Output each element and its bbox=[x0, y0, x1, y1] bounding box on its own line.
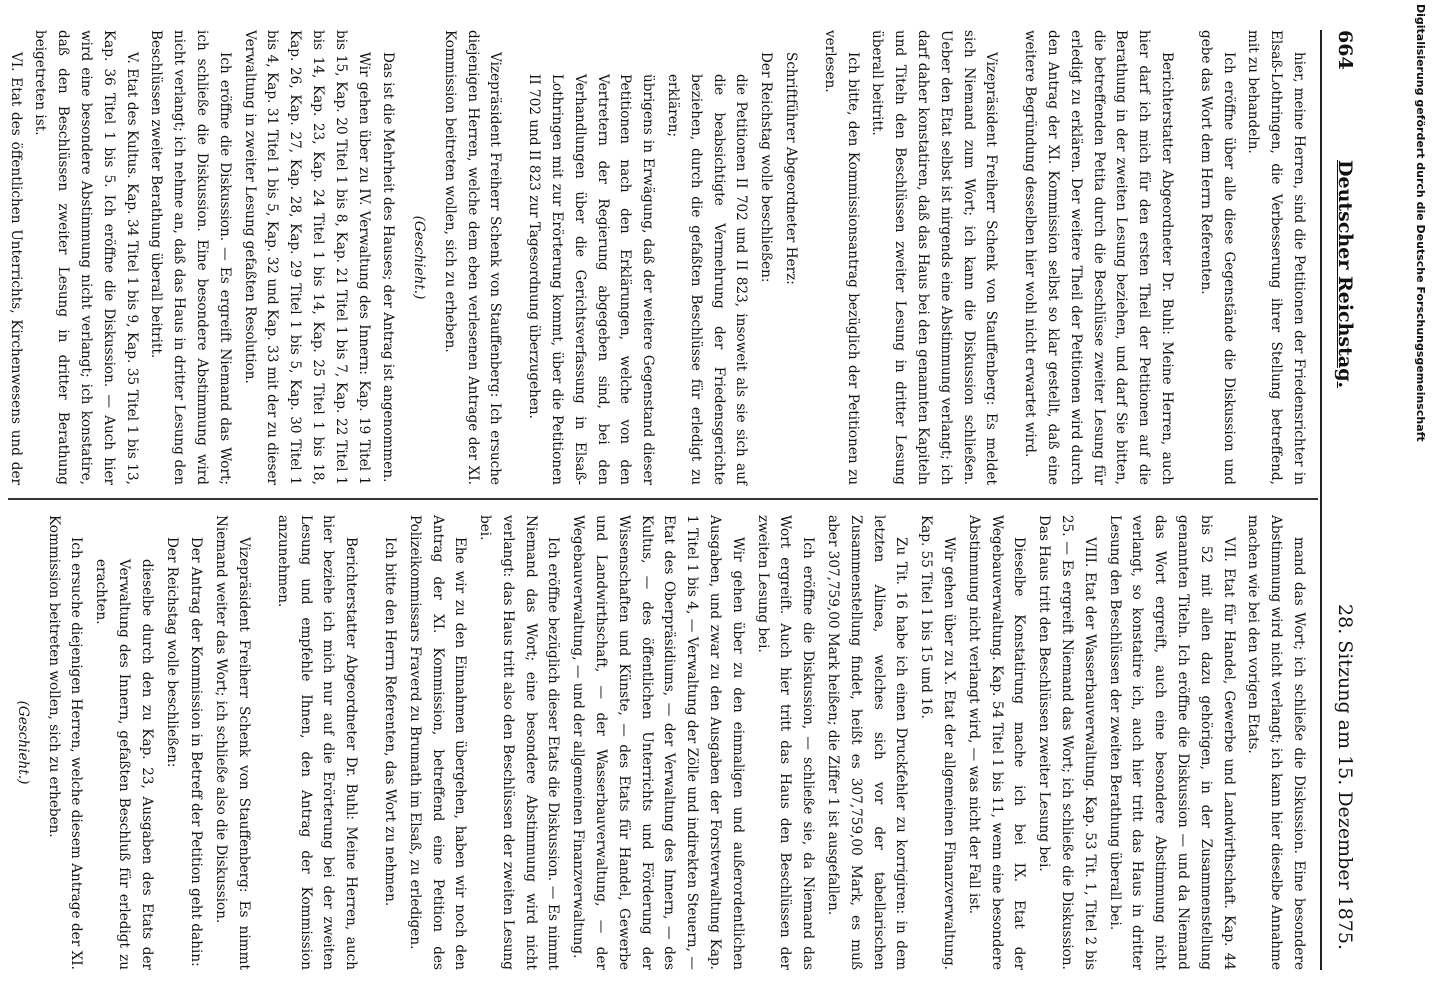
paragraph: Dieselbe Konstatirung mache ich bei IX. Etat der Wegebauverwaltung. Kap. 54 Titel 1 bis 11, wenn eine besondere Abstimmung nicht verlangt wird, — was nicht der Fall ist. bbox=[965, 515, 1028, 970]
session-date: 28. Sitzung am 15. Dezember 1875. bbox=[1334, 604, 1356, 950]
paragraph: Vizepräsident Freiherr Schenk von Stauffenberg: Es nimmt Niemand weiter das Wort; ich schließe also die Diskussion. bbox=[213, 515, 252, 970]
paragraph: übrigens in Erwägung, daß der weitere Gegenstand dieser Petitionen nach den Erklärungen, welche von den Vertretern der Regierung abgegeben sind, bei den Verhandlungen über die Gerichtsverfassung in Elsaß-Lothringen mit zur Erörterung kommt, über die Petitionen II 702 und II 823 zur Tagesordnung überzugehen. bbox=[526, 74, 657, 485]
paragraph bbox=[0, 515, 3, 970]
paragraph: V. Etat des Kultus. Kap. 34 Titel 1 bis 9, Kap. 35 Titel 1 bis 13, Kap. 36 Titel 1 bis 5. Ich eröffne die Diskussion. — Auch hier wird eine besondere Abstimmung nicht verlangt; ich konstatire, daß den Beschlüssen zweiter Lesung in dritter Berathung beigetreten ist. bbox=[32, 30, 140, 485]
paragraph: Das ist die Mehrheit des Hauses; der Antrag ist angenommen. bbox=[380, 52, 397, 483]
paragraph: Berichterstatter Abgeordneter Dr. Buhl: Meine Herren, auch hier beziehe ich mich nur auf die Erörterung bei der zweiten Lesung und empfehle Ihnen, den Antrag der Kommission anzunehmen. bbox=[274, 515, 360, 970]
paragraph: Ich ersuche diejenigen Herren, welche diesem Antrage der XI. Kommission beitreten wollen, sich zu erheben. bbox=[45, 515, 85, 970]
paragraph: Wir gehen über zu IV. Verwaltung des Innern: Kap. 19 Titel 1 bis 15, Kap. 20 Titel 1 bis 8, Kap. 21 Titel 1 bis 7, Kap. 22 Titel 1 bis 14, Kap. 23, Kap. 24 Titel 1 bis 14, Kap. 25 Titel 1 bis 18, Kap. 26, Kap. 27, Kap. 28, Kap. 29 Titel 1 bis 5, Kap. 30 Titel 1 bis 4, Kap. 31 Titel 1 bis 5, Kap. 32 und Kap. 33 mit der zu dieser Verwaltung in zweiter Lesung gefaßten Resolution. bbox=[241, 30, 372, 485]
paragraph: VI. Etat des öffentlichen Unterrichts, Kirchenwesens und der bbox=[7, 52, 24, 485]
paragraph: Ehe wir zu den Einnahmen übergehen, haben wir noch den Antrag der XI. Kommission, betreffend eine Petition des Polizeikommissars Fraverd zu Brumath im Elsaß, zu erledigen. bbox=[406, 515, 469, 970]
paragraph: Der Reichstag wolle beschließen: bbox=[758, 52, 775, 283]
column-divider bbox=[8, 498, 1318, 500]
header-rule bbox=[1320, 30, 1322, 970]
paragraph: VII. Etat für Handel, Gewerbe und Landwirthschaft. Kap. 44 bis 52 mit allen dazu gehörigen, in der Zusammenstellung genannten Titeln. Ich eröffne die Diskussion — und da Niemand das Wort ergreift, auch eine besondere Abstimmung nicht verlangt, so konstatire ich, auch hier tritt das Haus in dritter Lesung den Beschlüssen der zweiten Berathung überall bei. bbox=[1106, 515, 1237, 970]
paragraph: Berichterstatter Abgeordneter Dr. Buhl: Meine Herren, auch hier darf ich mich für den ersten Theil der Petitionen auf die Berathung in der zweiten Lesung beziehen, und darf Sie bitten, die betreffenden Petita durch die Beschlüsse zweiter Lesung für erledigt zu erklären. Der weitere Theil der Petitionen wird durch den Antrag der XI. Kommission selbst so klar gestellt, daß eine weitere Begründung desselben hier wohl nicht erwartet wird. bbox=[1022, 30, 1176, 485]
paragraph: Ich eröffne die Diskussion, — schließe sie, da Niemand das Wort ergreift. Auch hier tritt das Haus den Beschlüssen der zweiten Lesung bei. bbox=[754, 515, 817, 970]
paragraph: Wir gehen über zu X. Etat der allgemeinen Finanzverwaltung. Kap. 55 Titel 1 bis 15 und 16. bbox=[918, 515, 958, 970]
paragraph: Ich eröffne über alle diese Gegenstände die Diskussion und gebe das Wort dem Herrn Referenten. bbox=[1197, 30, 1237, 485]
paragraph: Zu Tit. 16 habe ich einen Druckfehler zu korrigiren: in dem letzten Alinea, welches sich vor der tabellarischen Zusammenstellung findet, heißt es 307,759,00 Mark, es muß aber 307,759,00 Mark heißen; die Ziffer 1 ist ausgefallen. bbox=[825, 515, 910, 970]
stage-direction: (Geschieht.) bbox=[14, 700, 31, 785]
right-column bbox=[10, 515, 1310, 970]
page-number: 664 bbox=[1334, 30, 1356, 70]
paragraph: Ich eröffne die Diskussion. — Es ergreift Niemand das Wort; ich schließe die Diskussion. Eine besondere Abstimmung wird nicht verlangt; ich nehme an, daß das Haus in dritter Lesung den Beschlüssen zweiter Berathung überall beitritt. bbox=[148, 30, 233, 485]
paragraph: Ich bitte den Herrn Referenten, das Wort zu nehmen. bbox=[381, 537, 398, 907]
paragraph: mand das Wort; ich schließe die Diskussion. Eine besondere Abstimmung wird nicht verlangt; ich kann hier dieselbe Annahme machen wie bei den vorigen Etats. bbox=[1245, 515, 1307, 970]
publication-title: Deutscher Reichstag. bbox=[1334, 160, 1356, 389]
paragraph: dieselbe durch den zu Kap. 23, Ausgaben des Etats der Verwaltung des Innern, gefaßten Beschluß für erledigt zu erachten. bbox=[93, 559, 155, 970]
paragraph: Vizepräsident Freiherr Schenk von Stauffenberg: Ich ersuche diejenigen Herren, welche dem eben verlesenen Antrage der XI. Kommission beitreten wollen, sich zu erheben. bbox=[441, 30, 504, 485]
paragraph: Ich bitte, den Kommissionsantrag bezüglich der Petitionen zu verlesen. bbox=[821, 30, 861, 485]
page-header bbox=[1322, 30, 1362, 970]
paragraph: Schriftführer Abgeordneter Herz: bbox=[783, 52, 800, 285]
paragraph: Wir gehen über zu den einmaligen und außerordentlichen Ausgaben, und zwar zu den Ausgaben der Forstverwaltung Kap. 1 Titel 1 bis 4, — Verwaltung der Zölle und indirekten Steuern, — Etat des Oberpräsidiums, — der Verwaltung des Innern, — des Kultus, — des öffentlichen Unterrichts und Förderung der Wissenschaften und Künste, — des Etats für Handel, Gewerbe und Landwirthschaft, — der Wasserbauverwaltung, — der Wegebauverwaltung, — und der allgemeinen Finanzverwaltung. bbox=[570, 515, 746, 970]
paragraph: Der Reichstag wolle beschließen: bbox=[163, 537, 180, 768]
stage-direction: (Geschieht.) bbox=[411, 215, 428, 300]
credit-text: Digitalisierung gefördert durch die Deutsche Forschungsgemeinschaft bbox=[1414, 4, 1427, 442]
paragraph: Der Antrag der Kommission in Betreff der Petition geht dahin: bbox=[188, 537, 205, 967]
paragraph: VIII. Etat der Wasserbauverwaltung. Kap. 53 Tit. 1, Titel 2 bis 25. — Es ergreift Niemand das Wort; ich schließe die Diskussion. Das Haus tritt den Beschlüssen zweiter Lesung bei. bbox=[1036, 515, 1098, 970]
paragraph: die Petitionen II 702 und II 823, insoweit als sie sich auf die beabsichtigte Vermehrung der Friedensgerichte beziehen, durch die gefaßten Beschlüsse für erledigt zu erklären; bbox=[665, 74, 750, 485]
left-column bbox=[7, 30, 1310, 485]
paragraph: Vizepräsident Freiherr Schenk von Stauffenberg: Es meldet sich Niemand zum Wort; ich kann die Diskussion schließen. Ueber den Etat selbst ist nirgends eine Abstimmung verlangt; ich darf daher konstatiren, daß das Haus bei den genannten Kapiteln und Titeln den Beschlüssen zweiter Lesung in dritter Lesung überall beitritt. bbox=[869, 30, 1000, 485]
paragraph: Ich eröffne bezüglich dieser Etats die Diskussion. — Es nimmt Niemand das Wort; eine besondere Abstimmung wird nicht verlangt: das Haus tritt also den Beschlüssen der zweiten Lesung bei. bbox=[477, 515, 562, 970]
digitization-credit bbox=[1410, 4, 1430, 998]
paragraph: hier, meine Herren, sind die Petitionen der Friedensrichter in Elsaß-Lothringen, die Verbesserung ihrer Stellung betreffend, mit zu behandeln. bbox=[1245, 30, 1307, 485]
